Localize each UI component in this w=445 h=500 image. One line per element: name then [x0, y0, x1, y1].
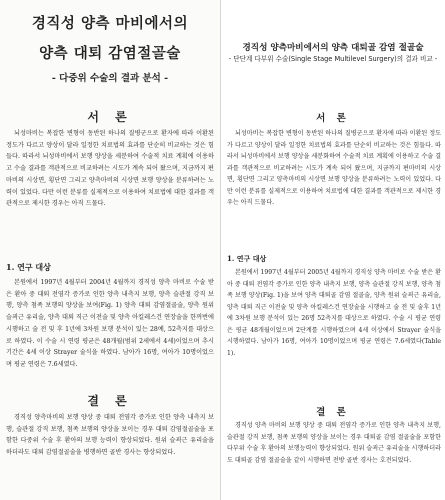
- right-subject-paragraph: 본원에서 1997년 4월부터 2005년 4월까지 경직성 양측 마비로 수술 받은 환아 중 대퇴 전염각 증가로 인한 양측 내측지 보행, 양측 슬관절 강직 보행, 양측 첨족 보행 양상(Fig. 1)을 보여 양측 대퇴골 감염 절골술, 양측 원위 슬괵근 유리술, 양측 대퇴 직근 이전술 및 양측 아킬레스건 연장술을 시행하고 술 전 및 술후 1년에 3차원 보행 분석이 있는 26명 52측지를 대상으로 하였다. 수술 시 평균 연령은 평균 48개월이었으며 2단계를 시행하였으며 4세 이상에서 Strayer 술식을 시행하였다. 남아가 16명, 여아가 10명이었으며 평균 연령은 7.6세였다(Table 1).: [227, 269, 441, 357]
- left-intro-paragraph: 뇌성마비는 복잡한 변형이 동반된 하나의 질병군으로 환자에 따라 이환된 정도가 다르고 양상이 달라 일정한 치료법의 효과를 단순히 비교하는 것은 힘들다. 따라서 뇌성마비에서 보행 양상을 세분하여 수술적 치료 계획에 이용하고 수술 결과를 객관적으로 비교하려는 시도가 계속 되어 왔으며, 지금까지 편마비의 시상면, 횡단면 그리고 양측마비의 시상면 보행 양상을 분류하려는 노력이 있었다. 다만 이런 분류를 실제적으로 이용하여 치료법에 대한 결과를 객관적으로 제시한 경우는 아직 드물다.: [6, 130, 214, 208]
- left-intro-text-box: [6, 128, 214, 210]
- left-title-block: [0, 14, 220, 84]
- left-subtitle: - 다중위 수술의 결과 분석 -: [51, 73, 169, 84]
- left-results-heading: 결 론: [87, 394, 133, 408]
- right-subject-box: [227, 254, 441, 359]
- right-intro-text-box: [227, 128, 441, 209]
- left-intro-heading: 서 론: [87, 110, 133, 124]
- left-results-paragraph: 경직성 양측마비의 보행 양상 중 대퇴 전염각 증가로 인한 양측 내측지 보행, 슬관절 강직 보행, 첨족 보행의 양상을 보이는 경우 대퇴 감염절골술을 포함한 다중위 수술 후 환아의 보행 능력이 향상되었다. 원위 슬괵근 유리술을 하더라도 대퇴 감염절골술을 병행하면 골반 경사는 향상되었다.: [6, 414, 214, 457]
- left-title-line2: 양측 대퇴 감염절골술: [39, 45, 181, 62]
- right-intro-heading: 서 론: [316, 113, 350, 124]
- right-page: [221, 0, 445, 500]
- right-results-heading: 결 론: [316, 407, 350, 418]
- left-page: [0, 0, 221, 500]
- right-subtitle: - 단단계 다부위 수술(Single Stage Multilevel Surgery)의 결과 비교 -: [228, 55, 438, 63]
- left-results-box: [6, 412, 214, 459]
- left-subject-box: [6, 262, 214, 371]
- right-subject-heading: 1. 연구 대상: [227, 254, 267, 263]
- left-subject-paragraph: 본원에서 1997년 4월부터 2004년 4월까지 경직성 양측 마비로 수술 받은 환아 중 대퇴 전염각 증가로 인한 양측 내측지 보행, 양측 슬관절 강직 보행, 양측 첨족 보행의 양상을 보여(Fig. 1) 양측 대퇴 감염절골술, 양측 원위 슬괵근 유리술, 양측 대퇴 직근 이전술 및 양측 아킬레스건 연장술을 한꺼번에 시행하고 술 전 및 후 1년에 3차원 보행 분석이 있는 28예, 52측지를 대상으로 하였다. 이 수술 시 연령 평균은 48개월(범위 2세에서 4세)이었으며 추시기간은 4세 이상 Strayer 술식을 하였다. 남아가 16명, 여아가 10명이었으며 평균 연령은 7.6세였다.: [6, 279, 214, 368]
- left-subject-heading: 1. 연구 대상: [6, 262, 51, 272]
- left-title-line1: 경직성 양측 마비에서의: [31, 15, 189, 32]
- right-title: 경직성 양측마비에서의 양측 대퇴골 감염 절골술: [242, 43, 424, 53]
- right-intro-paragraph: 뇌성마비는 복잡한 변형이 동반된 하나의 질병군으로 환자에 따라 이환된 정도가 다르고 양상이 달라 일정한 치료법의 효과를 단순히 비교하는 것은 힘들다. 따라서 뇌성마비에서 보행 양상을 세분화하여 수술적 치료 계획에 이용하고 수술 결과를 객관적으로 비교하려는 시도가 계속 되어 왔으며, 지금까지 편마비의 시상면, 횡단면 그리고 양측마비의 시상면 보행 양상을 분류하려는 노력이 있었다. 다만 이런 분류를 실제적으로 이용하여 치료법에 대한 결과를 객관적으로 제시한 경우는 아직 드물다.: [227, 130, 441, 206]
- right-title-block: [223, 42, 443, 64]
- right-results-box: [227, 420, 441, 466]
- right-results-paragraph: 경직성 양측 마비의 보행 양상 중 대퇴 전염각 증가로 인한 양측 내측지 보행, 슬관절 강직 보행, 첨족 보행의 양상을 보이는 경우 대퇴골 감염 절골술을 포함한 다부위 수술 후 환아의 보행능력이 향상되었다. 원위 슬괵근 유리술을 시행하더라도 대퇴골 감염 절골술을 같이 시행하면 전방 골반 경사는 호전되었다.: [227, 422, 441, 464]
